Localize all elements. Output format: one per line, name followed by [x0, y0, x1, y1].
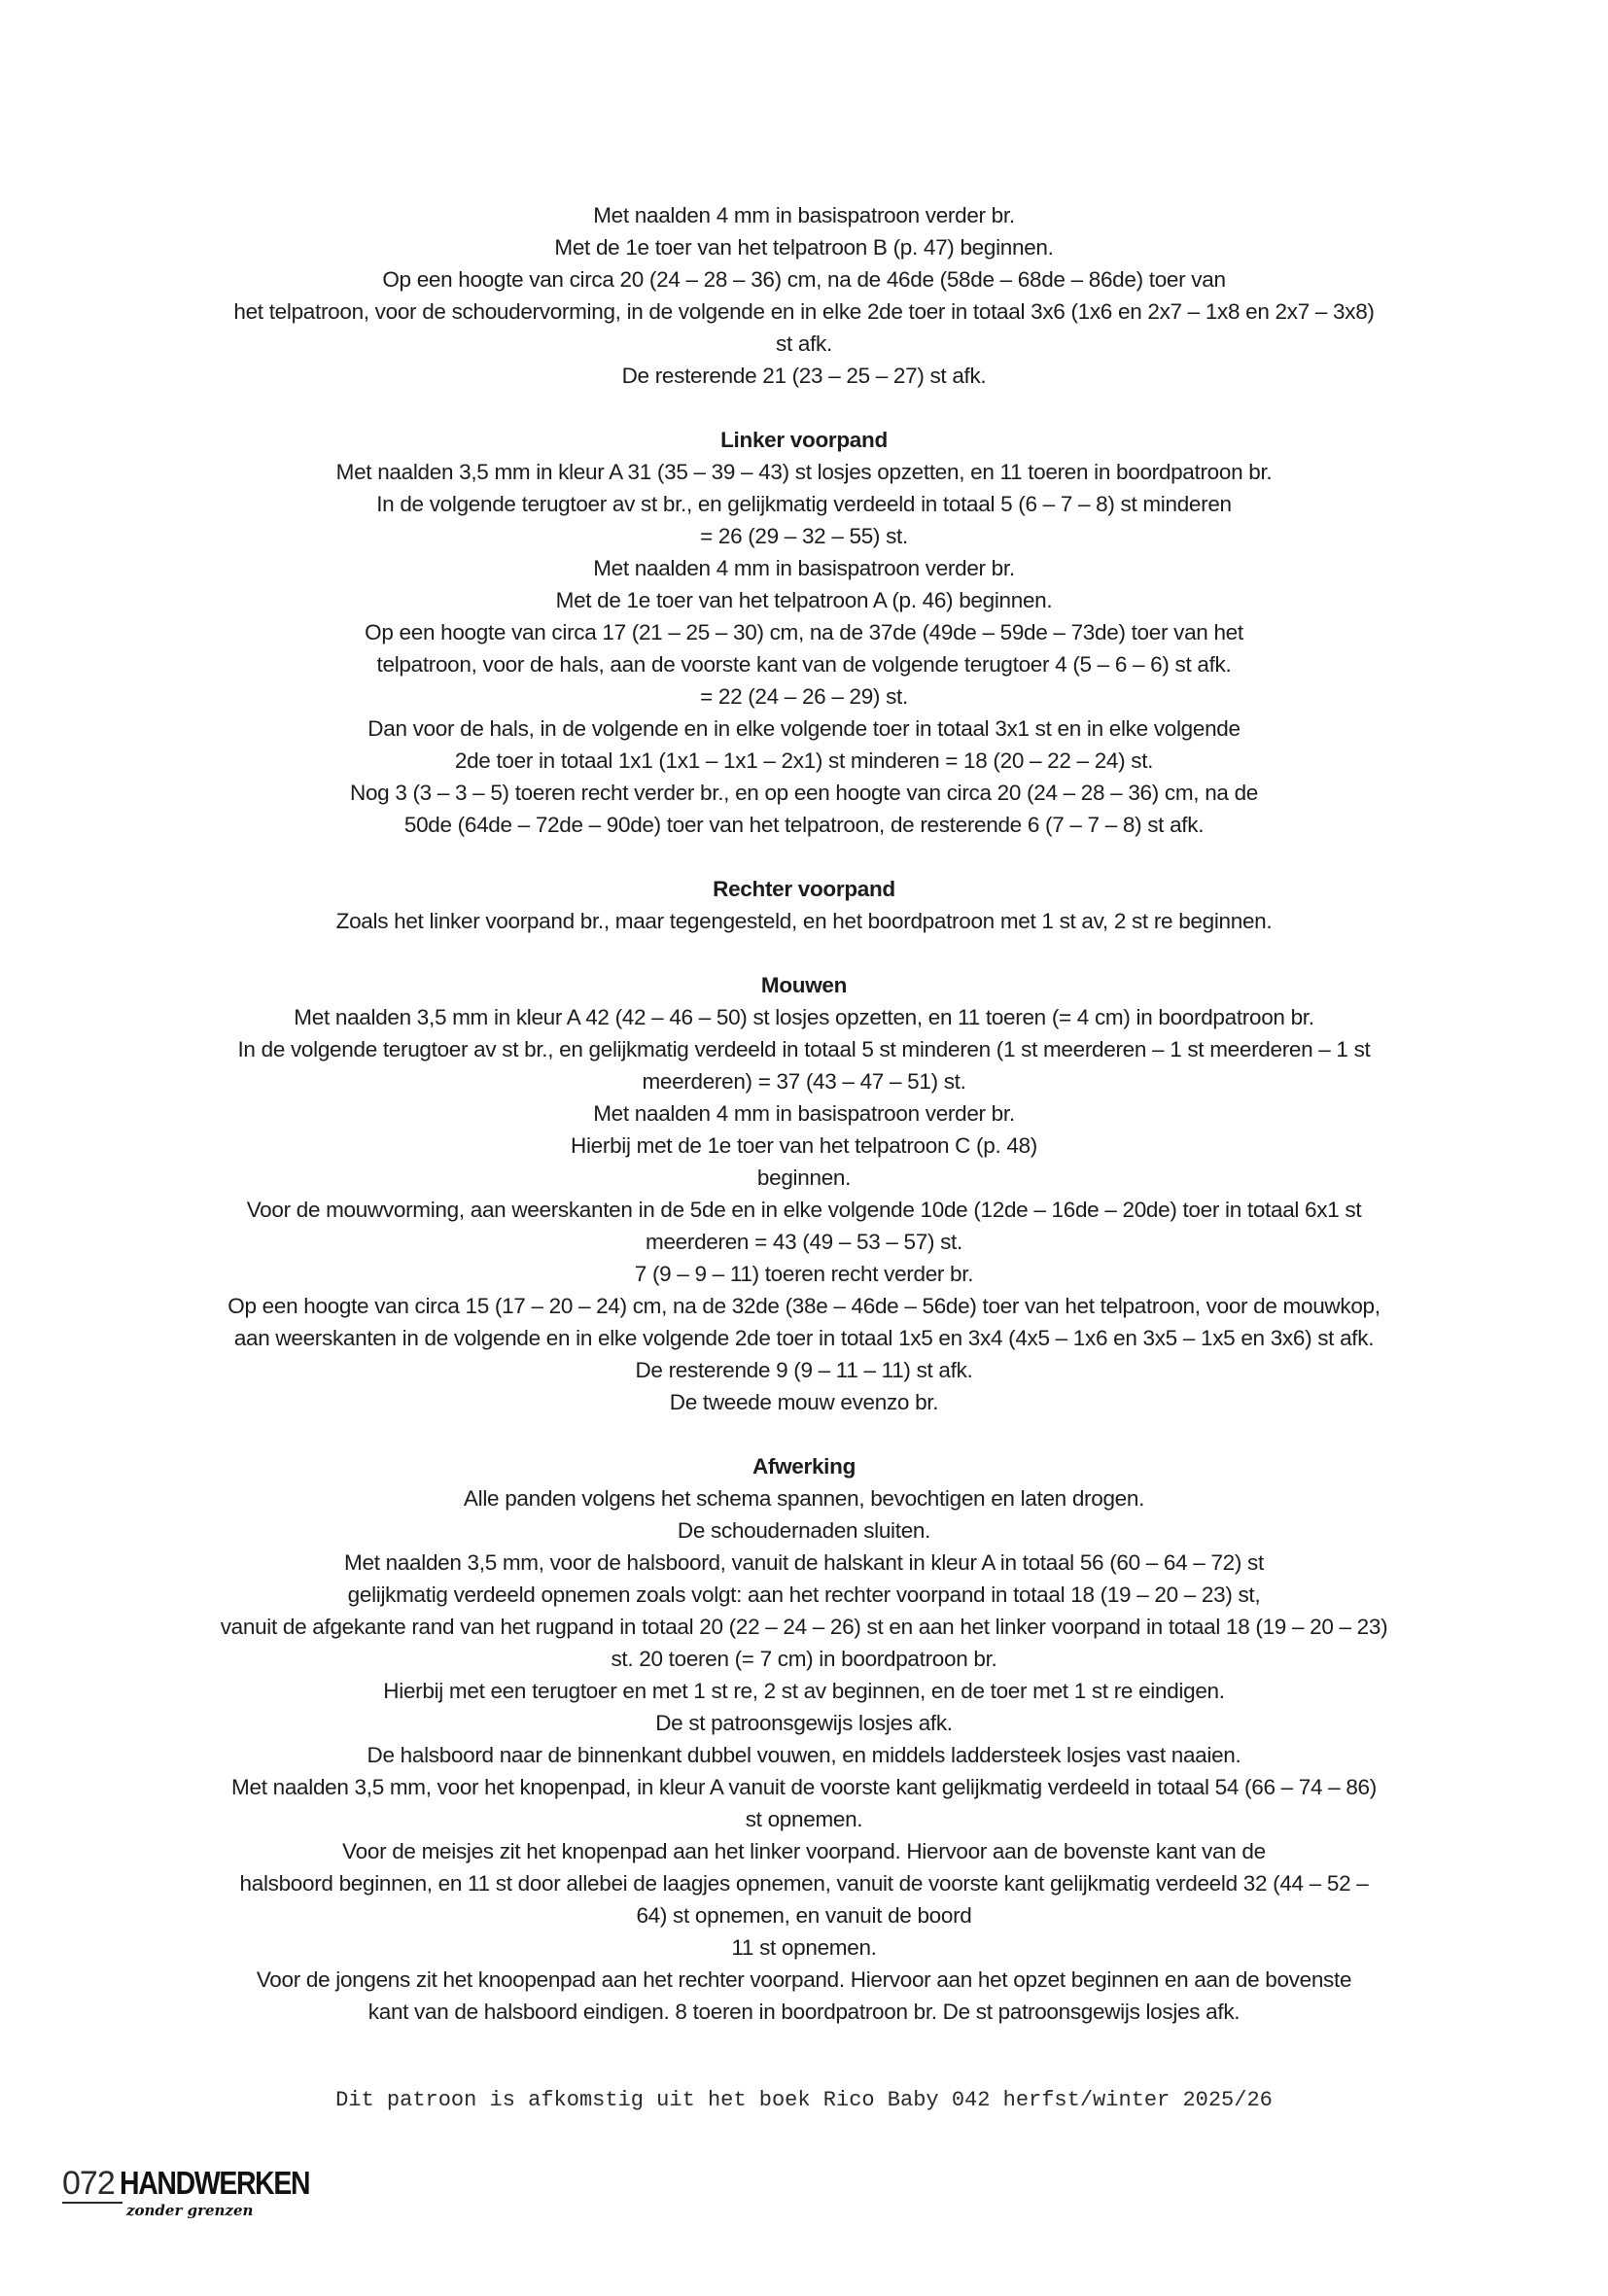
text-line: Met de 1e toer van het telpatroon A (p. 46) beginnen. [555, 588, 1053, 612]
magazine-logo [62, 2164, 310, 2232]
text-line: Voor de mouwvorming, aan weerskanten in de 5de en in elke volgende 10de (12de – 16de – 20de) toer in totaal 6x1 st [246, 1198, 1362, 1222]
text-line: In de volgende terugtoer av st br., en gelijkmatig verdeeld in totaal 5 st minderen (1 st meerderen – 1 st meerderen – 1 st [237, 1037, 1371, 1061]
section-heading: Rechter voorpand [713, 877, 895, 901]
text-line: aan weerskanten in de volgende en in elke volgende 2de toer in totaal 1x5 en 3x4 (4x5 – 1x6 en 3x5 – 1x5 en 3x6) st afk. [233, 1326, 1375, 1350]
linker-voorpand-section [165, 424, 1443, 841]
text-line: st. 20 toeren (= 7 cm) in boordpatroon br. [611, 1647, 997, 1671]
text-line: telpatroon, voor de hals, aan de voorste kant van de volgende terugtoer 4 (5 – 6 – 6) st afk. [376, 652, 1232, 677]
text-line: st opnemen. [745, 1807, 863, 1831]
text-line: = 26 (29 – 32 – 55) st. [700, 524, 908, 548]
mouwen-section [165, 969, 1443, 1418]
text-line: De schoudernaden sluiten. [677, 1518, 931, 1543]
text-line: Met naalden 3,5 mm in kleur A 42 (42 – 46 – 50) st losjes opzetten, en 11 toeren (= 4 cm) in boordpatroon br. [294, 1005, 1314, 1029]
pattern-text [165, 199, 1443, 2028]
section-heading: Mouwen [760, 973, 848, 997]
text-line: meerderen) = 37 (43 – 47 – 51) st. [642, 1069, 966, 1094]
text-line: Met naalden 4 mm in basispatroon verder br. [593, 1101, 1015, 1126]
text-line: Op een hoogte van circa 17 (21 – 25 – 30) cm, na de 37de (49de – 59de – 73de) toer van het [365, 620, 1243, 644]
text-line: De tweede mouw evenzo br. [669, 1390, 939, 1414]
text-line: De halsboord naar de binnenkant dubbel vouwen, en middels laddersteek losjes vast naaien. [367, 1743, 1241, 1767]
text-line: Hierbij met de 1e toer van het telpatroon C (p. 48) [571, 1133, 1037, 1158]
logo-underline [62, 2202, 122, 2204]
text-line: Dan voor de hals, in de volgende en in elke volgende toer in totaal 3x1 st en in elke volgende [367, 716, 1241, 741]
text-line: Met naalden 4 mm in basispatroon verder br. [593, 556, 1015, 580]
logo-brand-text: HANDWERKEN [120, 2165, 310, 2201]
rechter-voorpand-section [165, 873, 1443, 937]
text-line: De st patroonsgewijs losjes afk. [655, 1711, 953, 1735]
text-line: 7 (9 – 9 – 11) toeren recht verder br. [634, 1262, 974, 1286]
text-line: vanuit de afgekante rand van het rugpand in totaal 20 (22 – 24 – 26) st en aan het linker voorpand in totaal 18 (19 – 20 – 23) [220, 1615, 1388, 1639]
text-line: Met naalden 3,5 mm, voor het knopenpad, in kleur A vanuit de voorste kant gelijkmatig verdeeld in totaal 54 (66 – 74 – 86) [231, 1775, 1377, 1799]
source-note: Dit patroon is afkomstig uit het boek Rico Baby 042 herfst/winter 2025/26 [335, 2088, 1273, 2112]
text-line: beginnen. [756, 1165, 852, 1190]
intro-section [165, 199, 1443, 392]
text-line: het telpatroon, voor de schoudervorming, in de volgende en in elke 2de toer in totaal 3x6 (1x6 en 2x7 – 1x8 en 2x7 – 3x8) [233, 299, 1375, 324]
page-number: 072 [62, 2165, 115, 2202]
section-heading: Linker voorpand [720, 428, 888, 452]
text-line: Voor de jongens zit het knoopenpad aan het rechter voorpand. Hiervoor aan het opzet beginnen en aan de bovenste [256, 1967, 1352, 1992]
text-line: Nog 3 (3 – 3 – 5) toeren recht verder br., en op een hoogte van circa 20 (24 – 28 – 36) cm, na de [350, 781, 1258, 805]
text-line: Alle panden volgens het schema spannen, bevochtigen en laten drogen. [463, 1486, 1145, 1511]
section-heading: Afwerking [752, 1454, 856, 1478]
text-line: De resterende 9 (9 – 11 – 11) st afk. [635, 1358, 973, 1382]
text-line: kant van de halsboord eindigen. 8 toeren in boordpatroon br. De st patroonsgewijs losjes afk. [367, 2000, 1241, 2024]
text-line: Met naalden 3,5 mm, voor de halsboord, vanuit de halskant in kleur A in totaal 56 (60 – 64 – 72) st [344, 1550, 1264, 1575]
text-line: meerderen = 43 (49 – 53 – 57) st. [646, 1230, 962, 1254]
text-line: Op een hoogte van circa 20 (24 – 28 – 36) cm, na de 46de (58de – 68de – 86de) toer van [382, 267, 1226, 292]
text-line: Op een hoogte van circa 15 (17 – 20 – 24) cm, na de 32de (38e – 46de – 56de) toer van het telpatroon, voor de mouwkop, [227, 1294, 1381, 1318]
afwerking-section [165, 1450, 1443, 2028]
text-line: De resterende 21 (23 – 25 – 27) st afk. [621, 364, 987, 388]
text-line: 50de (64de – 72de – 90de) toer van het telpatroon, de resterende 6 (7 – 7 – 8) st afk. [403, 813, 1205, 837]
text-line: Met naalden 3,5 mm in kleur A 31 (35 – 39 – 43) st losjes opzetten, en 11 toeren in boordpatroon br. [335, 460, 1273, 484]
text-line: Zoals het linker voorpand br., maar tegengesteld, en het boordpatroon met 1 st av, 2 st re beginnen. [335, 909, 1273, 933]
text-line: halsboord beginnen, en 11 st door allebei de laagjes opnemen, vanuit de voorste kant gelijkmatig verdeeld 32 (44 – 52 – [239, 1871, 1369, 1896]
text-line: Voor de meisjes zit het knopenpad aan het linker voorpand. Hiervoor aan de bovenste kant van de [342, 1839, 1266, 1863]
text-line: st afk. [776, 331, 832, 356]
text-line: = 22 (24 – 26 – 29) st. [700, 684, 908, 709]
text-line: 64) st opnemen, en vanuit de boord [636, 1903, 972, 1928]
text-line: Met de 1e toer van het telpatroon B (p. 47) beginnen. [554, 235, 1054, 260]
text-line: In de volgende terugtoer av st br., en gelijkmatig verdeeld in totaal 5 (6 – 7 – 8) st minderen [376, 492, 1232, 516]
text-line: 11 st opnemen. [731, 1935, 877, 1960]
logo-tagline: zonder grenzen [126, 2202, 254, 2219]
text-line: gelijkmatig verdeeld opnemen zoals volgt: aan het rechter voorpand in totaal 18 (19 – 20 – 23) st, [347, 1583, 1261, 1607]
text-line: Hierbij met een terugtoer en met 1 st re, 2 st av beginnen, en de toer met 1 st re eindigen. [383, 1679, 1225, 1703]
text-line: 2de toer in totaal 1x1 (1x1 – 1x1 – 2x1) st minderen = 18 (20 – 22 – 24) st. [454, 748, 1154, 773]
text-line: Met naalden 4 mm in basispatroon verder br. [593, 203, 1015, 227]
